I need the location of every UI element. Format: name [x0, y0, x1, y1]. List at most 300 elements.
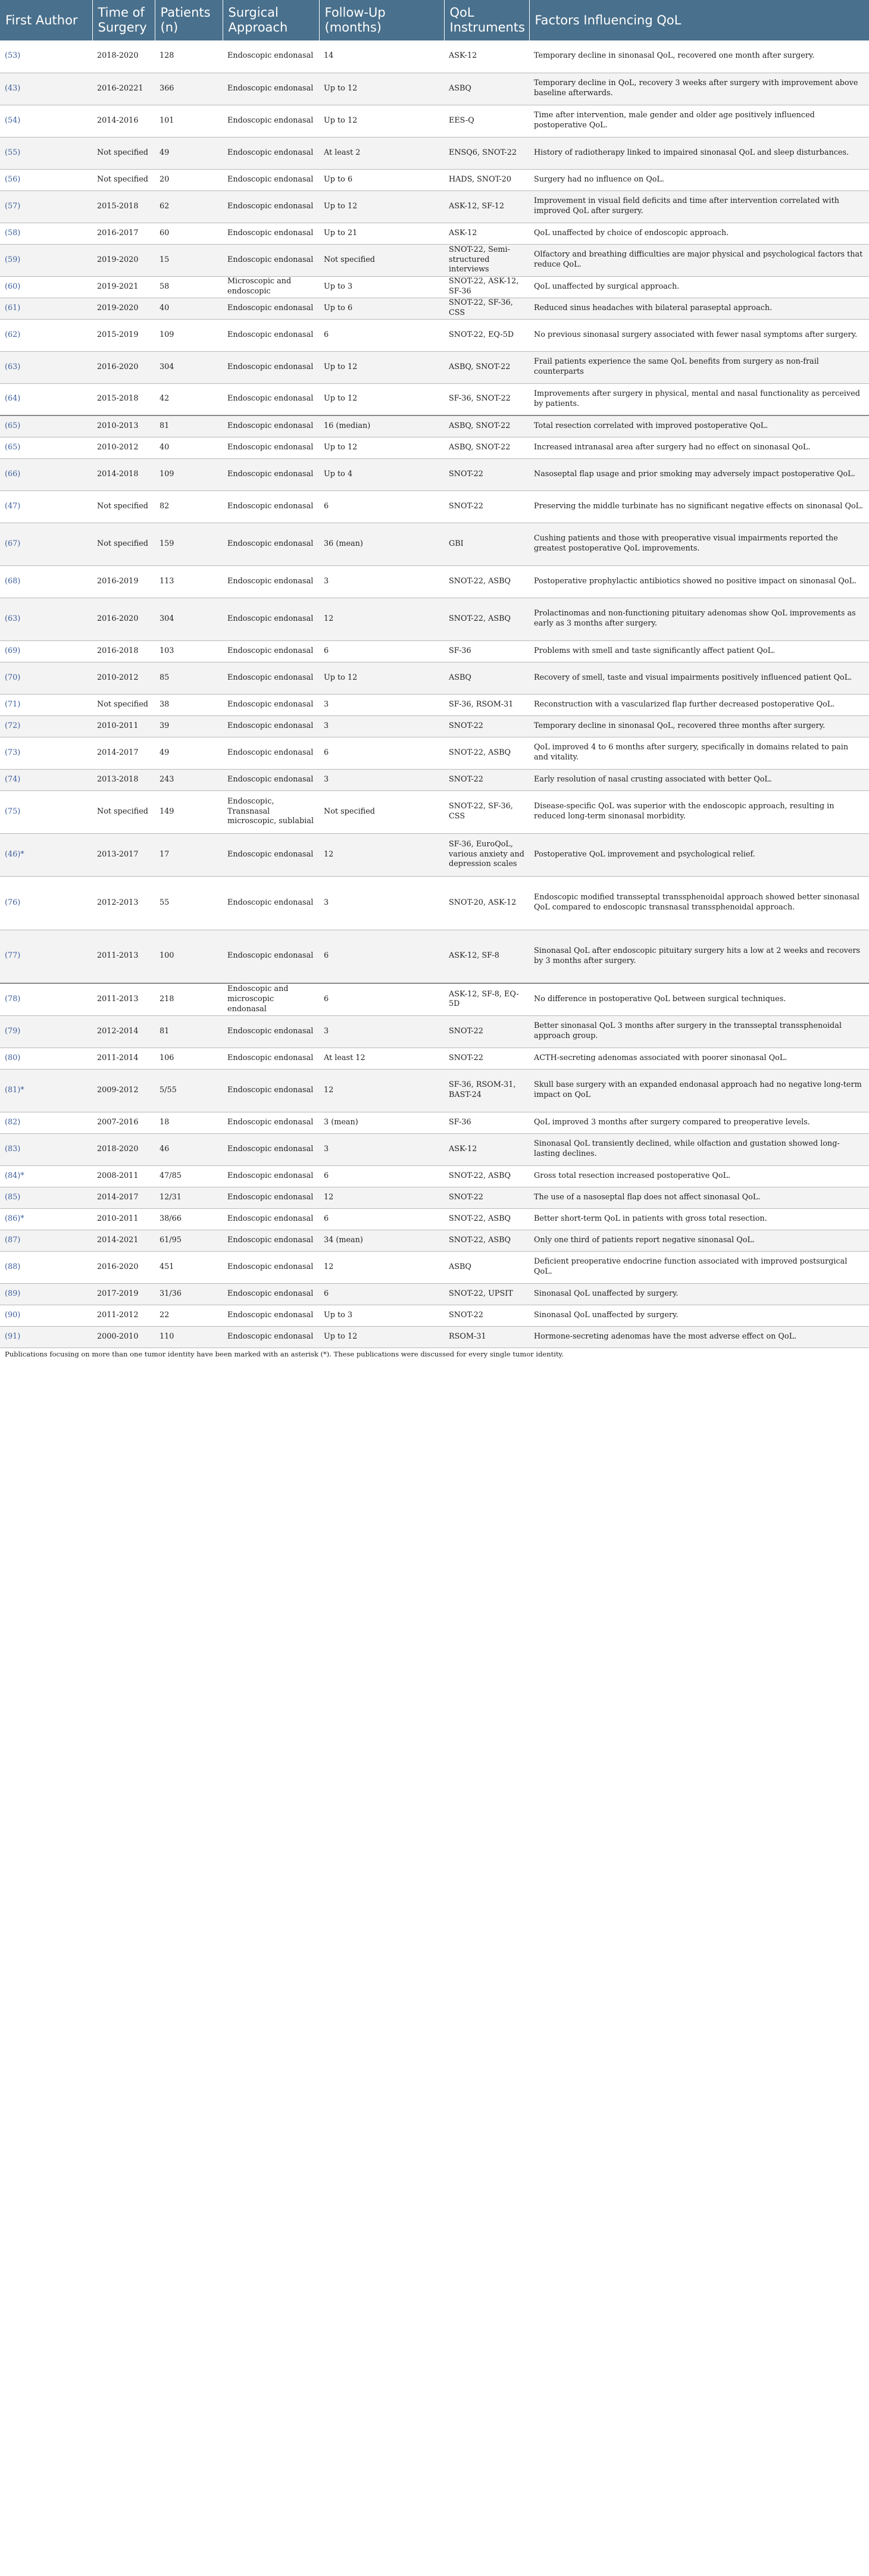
col-header-time-of-surgery: Time of Surgery [92, 0, 155, 40]
cell-follow-up: 6 [319, 319, 444, 351]
cell-factors: Problems with smell and taste significantly affect patient QoL. [529, 640, 869, 662]
table-row [0, 1283, 869, 1305]
cell-follow-up: 36 (mean) [319, 523, 444, 565]
cell-factors: Nasoseptal flap usage and prior smoking may adversely impact postoperative QoL. [529, 458, 869, 490]
cell-patients: 42 [155, 383, 223, 415]
cell-first-author [0, 1069, 92, 1112]
cell-surgical-approach: Endoscopic endonasal [223, 415, 319, 437]
cell-follow-up: Up to 3 [319, 276, 444, 298]
cell-first-author [0, 598, 92, 640]
cell-qol-instruments: SF-36 [444, 1112, 529, 1133]
cell-qol-instruments: SNOT-22, ASK-12, SF-36 [444, 276, 529, 298]
reference-link[interactable]: (80) [5, 1053, 21, 1062]
reference-link[interactable]: (77) [5, 951, 21, 961]
cell-qol-instruments: SNOT-22 [444, 1015, 529, 1048]
cell-time-of-surgery: 2016-20221 [92, 73, 155, 105]
cell-qol-instruments: ASK-12, SF-8 [444, 930, 529, 983]
cell-follow-up: 6 [319, 640, 444, 662]
col-header-surgical-approach: Surgical Approach [223, 0, 319, 40]
cell-factors: Improvements after surgery in physical, mental and nasal functionality as perceived by patients. [529, 383, 869, 415]
reference-link[interactable]: (85) [5, 1192, 21, 1202]
cell-time-of-surgery: 2018-2020 [92, 40, 155, 73]
cell-time-of-surgery: 2014-2017 [92, 737, 155, 769]
cell-patients: 110 [155, 1326, 223, 1348]
cell-time-of-surgery: 2012-2013 [92, 876, 155, 930]
cell-time-of-surgery: 2019-2020 [92, 298, 155, 319]
cell-first-author [0, 876, 92, 930]
table-row [0, 1251, 869, 1283]
cell-first-author [0, 276, 92, 298]
reference-link[interactable]: (86)* [5, 1214, 24, 1223]
table-row [0, 383, 869, 415]
reference-link[interactable]: (78) [5, 994, 21, 1003]
cell-factors: Sinonasal QoL unaffected by surgery. [529, 1283, 869, 1305]
table-row [0, 694, 869, 715]
cell-qol-instruments: HADS, SNOT-20 [444, 169, 529, 190]
cell-patients: 60 [155, 223, 223, 244]
cell-follow-up: 6 [319, 1283, 444, 1305]
cell-factors: Gross total resection increased postoperative QoL. [529, 1165, 869, 1187]
cell-qol-instruments: SNOT-22, ASBQ [444, 598, 529, 640]
reference-link[interactable]: (82) [5, 1117, 21, 1127]
cell-time-of-surgery: Not specified [92, 490, 155, 523]
table-row [0, 598, 869, 640]
cell-qol-instruments: ASBQ, SNOT-22 [444, 415, 529, 437]
cell-qol-instruments: ASK-12 [444, 223, 529, 244]
cell-qol-instruments: SNOT-22 [444, 1048, 529, 1069]
cell-follow-up: Not specified [319, 244, 444, 276]
table-row [0, 1112, 869, 1133]
table-row [0, 415, 869, 437]
cell-factors: Endoscopic modified transseptal transsphenoidal approach showed better sinonasal QoL compared to endoscopic transnasal transsphenoidal approach. [529, 876, 869, 930]
reference-link[interactable]: (54) [5, 115, 21, 125]
reference-link[interactable]: (62) [5, 330, 21, 339]
reference-link[interactable]: (75) [5, 806, 21, 816]
cell-first-author [0, 523, 92, 565]
cell-factors: Olfactory and breathing difficulties are major physical and psychological factors that reduce QoL. [529, 244, 869, 276]
cell-patients: 128 [155, 40, 223, 73]
cell-follow-up: 6 [319, 737, 444, 769]
cell-factors: History of radiotherapy linked to impaired sinonasal QoL and sleep disturbances. [529, 137, 869, 169]
reference-link[interactable]: (79) [5, 1026, 21, 1036]
cell-factors: Reconstruction with a vascularized flap further decreased postoperative QoL. [529, 694, 869, 715]
table-row [0, 223, 869, 244]
cell-factors: Prolactinomas and non-functioning pituitary adenomas show QoL improvements as early as 3 months after surgery. [529, 598, 869, 640]
cell-first-author [0, 1165, 92, 1187]
cell-time-of-surgery: 2011-2013 [92, 983, 155, 1015]
reference-link[interactable]: (68) [5, 576, 21, 586]
cell-first-author [0, 490, 92, 523]
cell-surgical-approach: Microscopic and endoscopic [223, 276, 319, 298]
cell-time-of-surgery: 2013-2017 [92, 833, 155, 876]
cell-qol-instruments: ASK-12 [444, 1133, 529, 1165]
cell-first-author [0, 790, 92, 833]
cell-patients: 40 [155, 298, 223, 319]
reference-link[interactable]: (55) [5, 148, 21, 157]
reference-link[interactable]: (87) [5, 1235, 21, 1245]
cell-first-author [0, 73, 92, 105]
cell-factors: Preserving the middle turbinate has no significant negative effects on sinonasal QoL. [529, 490, 869, 523]
cell-follow-up: Up to 12 [319, 351, 444, 383]
col-header-first-author: First Author [0, 0, 92, 40]
reference-link[interactable]: (71) [5, 699, 21, 709]
cell-surgical-approach: Endoscopic endonasal [223, 1069, 319, 1112]
cell-factors: Increased intranasal area after surgery had no effect on sinonasal QoL. [529, 437, 869, 458]
cell-patients: 49 [155, 737, 223, 769]
cell-first-author [0, 244, 92, 276]
cell-patients: 451 [155, 1251, 223, 1283]
table-row [0, 983, 869, 1015]
table-row [0, 1230, 869, 1251]
cell-follow-up: 12 [319, 833, 444, 876]
table-body [0, 40, 869, 1348]
cell-time-of-surgery: 2009-2012 [92, 1069, 155, 1112]
cell-factors: Time after intervention, male gender and older age positively influenced postoperative QoL. [529, 105, 869, 137]
reference-link[interactable]: (89) [5, 1289, 21, 1298]
cell-patients: 304 [155, 598, 223, 640]
cell-qol-instruments: SF-36, RSOM-31 [444, 694, 529, 715]
reference-link[interactable]: (56) [5, 174, 21, 184]
cell-patients: 20 [155, 169, 223, 190]
cell-patients: 5/55 [155, 1069, 223, 1112]
cell-patients: 22 [155, 1305, 223, 1326]
cell-factors: No difference in postoperative QoL between surgical techniques. [529, 983, 869, 1015]
table-row [0, 490, 869, 523]
cell-time-of-surgery: 2016-2019 [92, 565, 155, 598]
cell-first-author [0, 1048, 92, 1069]
cell-surgical-approach: Endoscopic endonasal [223, 244, 319, 276]
reference-link[interactable]: (88) [5, 1262, 21, 1271]
cell-surgical-approach: Endoscopic endonasal [223, 319, 319, 351]
cell-first-author [0, 1133, 92, 1165]
cell-follow-up: 12 [319, 1069, 444, 1112]
cell-patients: 109 [155, 458, 223, 490]
reference-link[interactable]: (67) [5, 539, 21, 548]
cell-patients: 58 [155, 276, 223, 298]
cell-follow-up: Up to 12 [319, 105, 444, 137]
cell-follow-up: 6 [319, 490, 444, 523]
table-row [0, 1133, 869, 1165]
reference-link[interactable]: (47) [5, 501, 21, 511]
table-row [0, 1048, 869, 1069]
cell-time-of-surgery: 2011-2012 [92, 1305, 155, 1326]
cell-time-of-surgery: 2015-2019 [92, 319, 155, 351]
table-row [0, 319, 869, 351]
reference-link[interactable]: (64) [5, 394, 21, 404]
cell-qol-instruments: SNOT-22 [444, 715, 529, 737]
cell-surgical-approach: Endoscopic endonasal [223, 1187, 319, 1208]
cell-patients: 12/31 [155, 1187, 223, 1208]
cell-qol-instruments: SNOT-22, EQ-5D [444, 319, 529, 351]
cell-first-author [0, 319, 92, 351]
cell-first-author [0, 298, 92, 319]
cell-time-of-surgery: Not specified [92, 169, 155, 190]
cell-patients: 149 [155, 790, 223, 833]
cell-time-of-surgery: 2016-2017 [92, 223, 155, 244]
cell-time-of-surgery: Not specified [92, 523, 155, 565]
cell-surgical-approach: Endoscopic endonasal [223, 640, 319, 662]
cell-patients: 46 [155, 1133, 223, 1165]
cell-factors: Frail patients experience the same QoL benefits from surgery as non-frail counterparts [529, 351, 869, 383]
cell-first-author [0, 769, 92, 790]
cell-follow-up: Up to 6 [319, 169, 444, 190]
cell-surgical-approach: Endoscopic endonasal [223, 1133, 319, 1165]
cell-surgical-approach: Endoscopic endonasal [223, 383, 319, 415]
table-row [0, 73, 869, 105]
cell-factors: Temporary decline in QoL, recovery 3 weeks after surgery with improvement above baseline afterwards. [529, 73, 869, 105]
table-row [0, 715, 869, 737]
cell-qol-instruments: ASBQ [444, 1251, 529, 1283]
cell-time-of-surgery: 2010-2013 [92, 415, 155, 437]
table-header-row [0, 0, 869, 40]
cell-factors: Total resection correlated with improved postoperative QoL. [529, 415, 869, 437]
cell-surgical-approach: Endoscopic endonasal [223, 298, 319, 319]
cell-factors: Temporary decline in sinonasal QoL, recovered one month after surgery. [529, 40, 869, 73]
cell-surgical-approach: Endoscopic endonasal [223, 694, 319, 715]
cell-follow-up: 12 [319, 1251, 444, 1283]
cell-follow-up: Up to 12 [319, 73, 444, 105]
cell-time-of-surgery: 2016-2018 [92, 640, 155, 662]
cell-time-of-surgery: 2016-2020 [92, 598, 155, 640]
cell-time-of-surgery: Not specified [92, 694, 155, 715]
cell-factors: Improvement in visual field deficits and time after intervention correlated with improved QoL after surgery. [529, 190, 869, 223]
cell-time-of-surgery: 2012-2014 [92, 1015, 155, 1048]
table-row [0, 437, 869, 458]
cell-qol-instruments: ASK-12, SF-8, EQ-5D [444, 983, 529, 1015]
cell-factors: Sinonasal QoL transiently declined, while olfaction and gustation showed long-lasting declines. [529, 1133, 869, 1165]
cell-patients: 304 [155, 351, 223, 383]
table-row [0, 105, 869, 137]
table-row [0, 662, 869, 694]
cell-factors: Sinonasal QoL unaffected by surgery. [529, 1305, 869, 1326]
cell-qol-instruments: SNOT-20, ASK-12 [444, 876, 529, 930]
cell-patients: 85 [155, 662, 223, 694]
table-row [0, 930, 869, 983]
cell-patients: 38/66 [155, 1208, 223, 1230]
cell-qol-instruments: SNOT-22 [444, 458, 529, 490]
cell-surgical-approach: Endoscopic endonasal [223, 40, 319, 73]
cell-surgical-approach: Endoscopic endonasal [223, 137, 319, 169]
cell-surgical-approach: Endoscopic endonasal [223, 1165, 319, 1187]
cell-qol-instruments: SNOT-22, ASBQ [444, 1165, 529, 1187]
cell-first-author [0, 737, 92, 769]
cell-factors: Temporary decline in sinonasal QoL, recovered three months after surgery. [529, 715, 869, 737]
cell-patients: 159 [155, 523, 223, 565]
cell-first-author [0, 169, 92, 190]
cell-time-of-surgery: 2008-2011 [92, 1165, 155, 1187]
cell-first-author [0, 1112, 92, 1133]
cell-first-author [0, 930, 92, 983]
table-row [0, 876, 869, 930]
cell-patients: 103 [155, 640, 223, 662]
cell-surgical-approach: Endoscopic endonasal [223, 223, 319, 244]
cell-factors: QoL unaffected by surgical approach. [529, 276, 869, 298]
cell-patients: 218 [155, 983, 223, 1015]
cell-surgical-approach: Endoscopic endonasal [223, 565, 319, 598]
col-header-factors: Factors Influencing QoL [529, 0, 869, 40]
cell-patients: 49 [155, 137, 223, 169]
cell-follow-up: 3 [319, 876, 444, 930]
cell-factors: Better short-term QoL in patients with gross total resection. [529, 1208, 869, 1230]
cell-surgical-approach: Endoscopic endonasal [223, 598, 319, 640]
reference-link[interactable]: (57) [5, 201, 21, 211]
cell-first-author [0, 190, 92, 223]
cell-qol-instruments: ENSQ6, SNOT-22 [444, 137, 529, 169]
table-row [0, 351, 869, 383]
reference-link[interactable]: (43) [5, 83, 21, 93]
cell-qol-instruments: GBI [444, 523, 529, 565]
cell-first-author [0, 415, 92, 437]
cell-follow-up: Not specified [319, 790, 444, 833]
cell-qol-instruments: SNOT-22, Semi-structured interviews [444, 244, 529, 276]
cell-follow-up: Up to 6 [319, 298, 444, 319]
reference-link[interactable]: (63) [5, 614, 21, 623]
reference-link[interactable]: (74) [5, 774, 21, 784]
cell-follow-up: Up to 12 [319, 190, 444, 223]
cell-surgical-approach: Endoscopic endonasal [223, 1251, 319, 1283]
cell-surgical-approach: Endoscopic endonasal [223, 930, 319, 983]
cell-qol-instruments: SNOT-22 [444, 1187, 529, 1208]
cell-surgical-approach: Endoscopic endonasal [223, 1305, 319, 1326]
cell-patients: 17 [155, 833, 223, 876]
cell-patients: 101 [155, 105, 223, 137]
cell-first-author [0, 1305, 92, 1326]
cell-follow-up: At least 2 [319, 137, 444, 169]
cell-surgical-approach: Endoscopic endonasal [223, 1208, 319, 1230]
reference-link[interactable]: (58) [5, 228, 21, 237]
table-row [0, 298, 869, 319]
cell-qol-instruments: ASK-12, SF-12 [444, 190, 529, 223]
reference-link[interactable]: (66) [5, 469, 21, 479]
col-header-patients: Patients (n) [155, 0, 223, 40]
cell-factors: No previous sinonasal surgery associated with fewer nasal symptoms after surgery. [529, 319, 869, 351]
cell-first-author [0, 458, 92, 490]
cell-factors: Hormone-secreting adenomas have the most adverse effect on QoL. [529, 1326, 869, 1348]
cell-factors: Disease-specific QoL was superior with the endoscopic approach, resulting in reduced long-term sinonasal morbidity. [529, 790, 869, 833]
reference-link[interactable]: (60) [5, 282, 21, 291]
reference-link[interactable]: (59) [5, 255, 21, 264]
cell-surgical-approach: Endoscopic endonasal [223, 737, 319, 769]
cell-patients: 106 [155, 1048, 223, 1069]
reference-link[interactable]: (69) [5, 646, 21, 655]
cell-follow-up: Up to 21 [319, 223, 444, 244]
cell-factors: QoL unaffected by choice of endoscopic approach. [529, 223, 869, 244]
cell-surgical-approach: Endoscopic and microscopic endonasal [223, 983, 319, 1015]
cell-qol-instruments: SNOT-22 [444, 490, 529, 523]
cell-first-author [0, 1208, 92, 1230]
cell-time-of-surgery: 2017-2019 [92, 1283, 155, 1305]
reference-link[interactable]: (91) [5, 1331, 21, 1341]
cell-factors: Postoperative QoL improvement and psychological relief. [529, 833, 869, 876]
table-row [0, 137, 869, 169]
cell-surgical-approach: Endoscopic endonasal [223, 437, 319, 458]
table-row [0, 1208, 869, 1230]
table-row [0, 769, 869, 790]
cell-surgical-approach: Endoscopic endonasal [223, 105, 319, 137]
reference-link[interactable]: (72) [5, 721, 21, 730]
table-row [0, 190, 869, 223]
cell-qol-instruments: SF-36, EuroQoL, various anxiety and depression scales [444, 833, 529, 876]
cell-time-of-surgery: 2011-2014 [92, 1048, 155, 1069]
reference-link[interactable]: (81)* [5, 1085, 24, 1095]
cell-qol-instruments: RSOM-31 [444, 1326, 529, 1348]
col-header-follow-up: Follow-Up (months) [319, 0, 444, 40]
table-row [0, 1326, 869, 1348]
cell-time-of-surgery: 2015-2018 [92, 190, 155, 223]
table-row [0, 1069, 869, 1112]
reference-link[interactable]: (76) [5, 898, 21, 907]
cell-surgical-approach: Endoscopic endonasal [223, 1048, 319, 1069]
reference-link[interactable]: (73) [5, 748, 21, 757]
table-row [0, 523, 869, 565]
reference-link[interactable]: (61) [5, 303, 21, 312]
reference-link[interactable]: (53) [5, 51, 21, 61]
cell-follow-up: Up to 12 [319, 437, 444, 458]
table-row [0, 737, 869, 769]
cell-surgical-approach: Endoscopic endonasal [223, 715, 319, 737]
cell-time-of-surgery: 2011-2013 [92, 930, 155, 983]
reference-link[interactable]: (83) [5, 1144, 21, 1153]
table-footnote: Publications focusing on more than one tumor identity have been marked with an asterisk (*). These publications were discussed for every single tumor identity. [5, 1349, 564, 1358]
cell-follow-up: 6 [319, 1208, 444, 1230]
table-row [0, 1187, 869, 1208]
cell-first-author [0, 1326, 92, 1348]
cell-surgical-approach: Endoscopic endonasal [223, 876, 319, 930]
reference-link[interactable]: (70) [5, 673, 21, 682]
cell-patients: 100 [155, 930, 223, 983]
cell-surgical-approach: Endoscopic endonasal [223, 490, 319, 523]
reference-link[interactable]: (65) [5, 421, 21, 430]
cell-qol-instruments: ASK-12 [444, 40, 529, 73]
reference-link[interactable]: (46)* [5, 849, 24, 859]
cell-time-of-surgery: 2010-2011 [92, 715, 155, 737]
cell-follow-up: Up to 12 [319, 383, 444, 415]
cell-surgical-approach: Endoscopic endonasal [223, 1112, 319, 1133]
cell-first-author [0, 662, 92, 694]
cell-qol-instruments: SNOT-22 [444, 769, 529, 790]
cell-qol-instruments: ASBQ, SNOT-22 [444, 351, 529, 383]
cell-surgical-approach: Endoscopic endonasal [223, 523, 319, 565]
cell-patients: 366 [155, 73, 223, 105]
reference-link[interactable]: (63) [5, 362, 21, 371]
table-row [0, 40, 869, 73]
cell-time-of-surgery: 2015-2018 [92, 383, 155, 415]
cell-surgical-approach: Endoscopic endonasal [223, 351, 319, 383]
cell-patients: 39 [155, 715, 223, 737]
cell-time-of-surgery: 2016-2020 [92, 1251, 155, 1283]
cell-time-of-surgery: 2019-2021 [92, 276, 155, 298]
cell-surgical-approach: Endoscopic, Transnasal microscopic, sublabial [223, 790, 319, 833]
cell-factors: QoL improved 3 months after surgery compared to preoperative levels. [529, 1112, 869, 1133]
cell-first-author [0, 1283, 92, 1305]
cell-factors: Only one third of patients report negative sinonasal QoL. [529, 1230, 869, 1251]
cell-first-author [0, 105, 92, 137]
cell-factors: Cushing patients and those with preoperative visual impairments reported the greatest postoperative QoL improvements. [529, 523, 869, 565]
cell-first-author [0, 137, 92, 169]
cell-first-author [0, 40, 92, 73]
cell-factors: QoL improved 4 to 6 months after surgery, specifically in domains related to pain and vitality. [529, 737, 869, 769]
cell-factors: ACTH-secreting adenomas associated with poorer sinonasal QoL. [529, 1048, 869, 1069]
table-row [0, 1165, 869, 1187]
reference-link[interactable]: (65) [5, 442, 21, 452]
reference-link[interactable]: (84)* [5, 1171, 24, 1180]
cell-first-author [0, 833, 92, 876]
cell-patients: 81 [155, 1015, 223, 1048]
cell-qol-instruments: SNOT-22, ASBQ [444, 1230, 529, 1251]
reference-link[interactable]: (90) [5, 1310, 21, 1320]
cell-follow-up: 6 [319, 930, 444, 983]
cell-first-author [0, 715, 92, 737]
